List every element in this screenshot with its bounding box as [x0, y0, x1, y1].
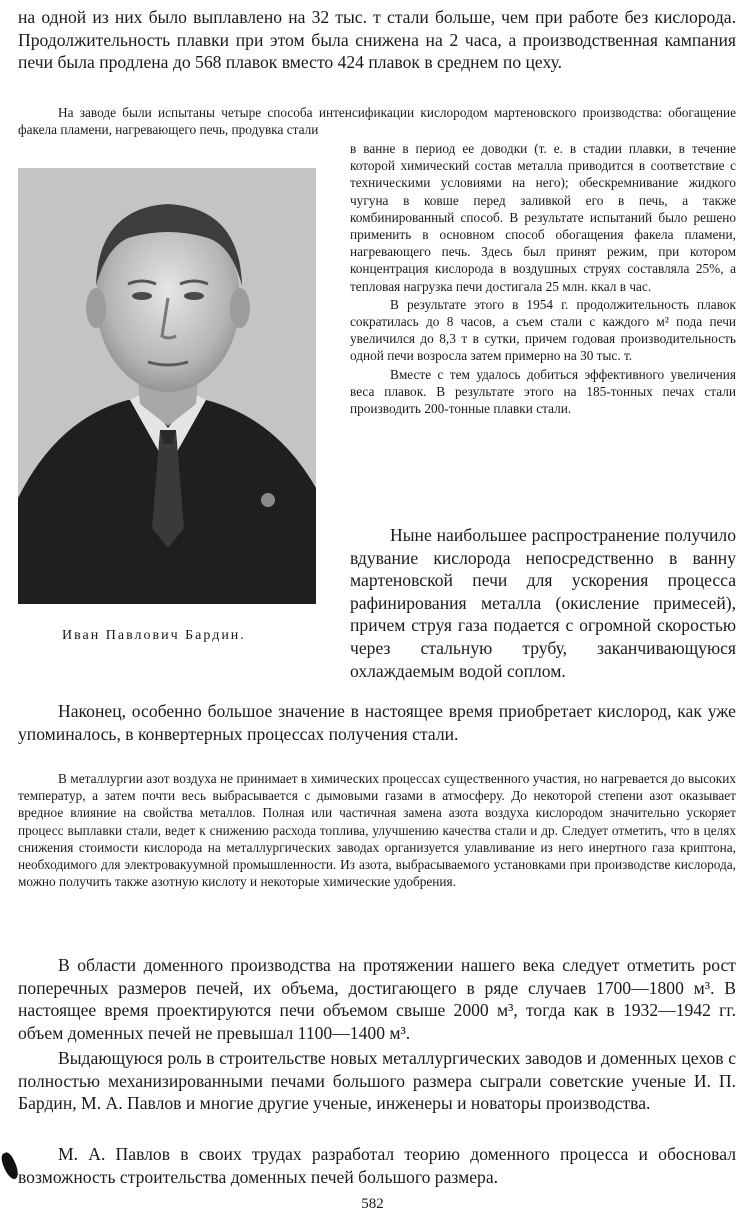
scientists-role-text: Выдающуюся роль в строительстве новых металлургических заводов и доменных цехов с полностью механизированными печами большого размера сыграли советские ученые И. П. Бардин, М. А. Павлов и многие другие ученые, инженеры и новаторы производства. [18, 1048, 736, 1114]
page-number: 582 [361, 1196, 384, 1212]
photo-caption: Иван Павлович Бардин. [62, 628, 246, 643]
nitrogen-note [18, 770, 736, 890]
oxygen-injection-text: Ныне наибольшее распространение получило вдувание кислорода непосредственно в ванну мартеновской печи для ускорения процесса рафинирования металла (окисление примесей), причем струя газа подается с огромной скоростью через стальную трубу, заканчивающуюся охлаждаемым водой соплом. [350, 525, 736, 681]
pavlov-paragraph [18, 1143, 736, 1188]
methods-lead [18, 104, 736, 138]
finally-paragraph-text: Наконец, особенно большое значение в настоящее время приобретает кислород, как уже упоминалось, в конвертерных процессах получения стали. [18, 701, 736, 744]
finally-paragraph [18, 700, 736, 745]
methods-side-column [350, 140, 736, 418]
methods-side-paragraph: В результате этого в 1954 г. продолжительность плавок сократилась до 8 часов, а съем стали с каждого м² пода печи увеличился до 8,3 т в сутки, причем годовая производительность одной печи возросла затем примерно на 30 тыс. т. [350, 296, 736, 364]
portrait-illustration [18, 168, 316, 604]
scientists-role-paragraph [18, 1047, 736, 1115]
portrait-photo [18, 168, 316, 604]
blast-furnace-paragraph [18, 954, 736, 1044]
methods-side-paragraph: в ванне в период ее доводки (т. е. в стадии плавки, в течение которой химический состав металла приводится в соответствие с техническими условиями на него); обескремнивание жидкого чугуна в ковше перед заливкой его в печь, а также комбинированный способ. В результате испытаний было решено применить в основном способ обогащения факела пламени, нагревающего печь. Здесь был принят режим, при котором концентрация кислорода в воздушных струях составляла 25%, а тепловая нагрузка печи достигала 25 млн. ккал в час. [350, 141, 736, 294]
oxygen-injection-paragraph [350, 524, 736, 682]
top-paragraph-text: на одной из них было выплавлено на 32 тыс. т стали больше, чем при работе без кислорода. Продолжительность плавки при этом была снижена на 2 часа, а производственная кампания печи была продлена до 568 плавок вместо 424 плавок в среднем по цеху. [18, 7, 736, 73]
top-paragraph [18, 6, 736, 74]
pavlov-paragraph-text: М. А. Павлов в своих трудах разработал теорию доменного процесса и обосновал возможность строительства доменных печей большого размера. [18, 1144, 736, 1187]
methods-side-paragraph: Вместе с тем удалось добиться эффективного увеличения веса плавок. В результате этого на 185-тонных печах стали производить 200-тонные плавки стали. [350, 366, 736, 417]
blast-furnace-text: В области доменного производства на протяжении нашего века следует отметить рост поперечных размеров печей, их объема, достигающего в ряде случаев 1700—1800 м³. В настоящее время проектируются печи объемом свыше 2000 м³, тогда как в 1932—1942 гг. объем доменных печей не превышал 1100—1400 м³. [18, 955, 736, 1043]
methods-lead-text: На заводе были испытаны четыре способа интенсификации кислородом мартеновского производства: обогащение факела пламени, нагревающего печь, продувка стали [18, 105, 736, 138]
nitrogen-note-text: В металлургии азот воздуха не принимает в химических процессах существенного участия, но нагревается до высоких температур, а затем почти весь выбрасывается с дымовыми газами в атмосферу. До некоторой степени азот оказывает вредное влияние на свойства металлов. Полная или частичная замена азота воздуха кислородом значительно ускоряет процесс выплавки стали, ведет к снижению расхода топлива, улучшению качества стали и др. Следует отметить, что в целях снижения стоимости кислорода на металлургических заводах организуется улавливание из него инертного газа криптона, необходимого для электровакуумной промышленности. Из азота, выбрасываемого установками при производстве кислорода, можно получить также азотную кислоту и некоторые химические удобрения. [18, 771, 736, 890]
